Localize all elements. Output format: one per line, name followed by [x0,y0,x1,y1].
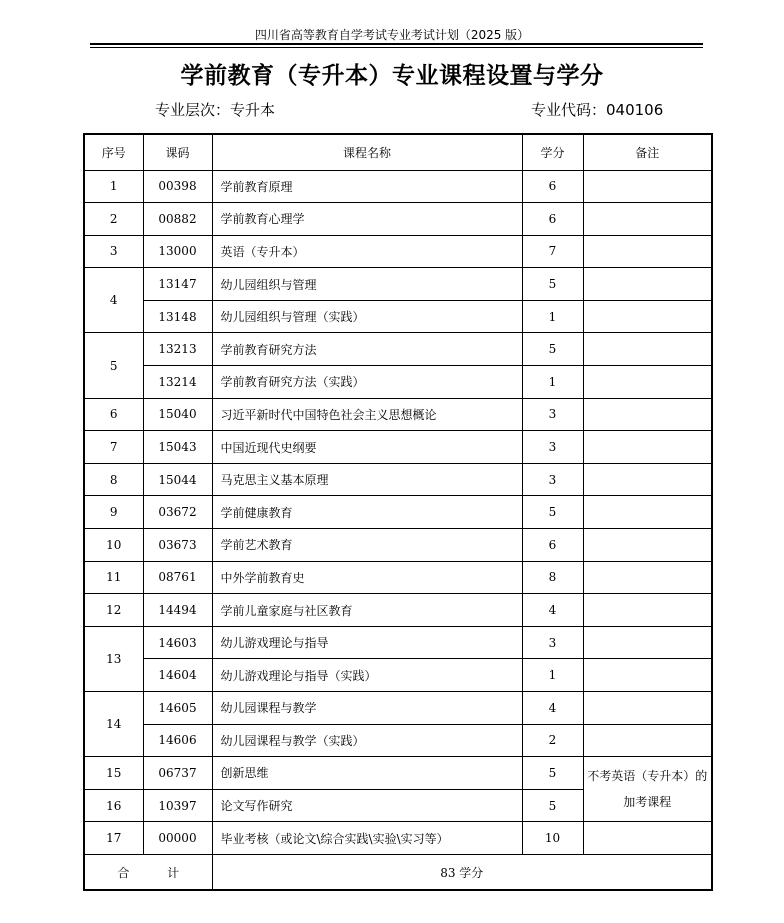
course-name: 马克思主义基本原理 [212,463,522,496]
course-credit: 6 [522,529,583,562]
table-row [84,496,712,529]
course-credit: 5 [522,789,583,822]
table-row [84,529,712,562]
remark-cell [583,724,712,757]
course-credit: 10 [522,822,583,855]
header-credit: 学分 [522,134,583,170]
course-code: 14603 [143,626,212,659]
table-row [84,398,712,431]
table-row [84,757,712,790]
table-row [84,333,712,366]
course-name: 幼儿园课程与教学 [212,692,522,725]
course-table [83,133,713,891]
remark-cell [583,431,712,464]
course-name: 毕业考核（或论文\综合实践\实验\实习等） [212,822,522,855]
course-code: 13148 [143,300,212,333]
total-credits: 83 学分 [212,854,712,890]
row-no: 1 [84,170,143,203]
course-name: 创新思维 [212,757,522,790]
course-credit: 1 [522,366,583,399]
course-name: 幼儿游戏理论与指导 [212,626,522,659]
course-code: 03672 [143,496,212,529]
table-row [84,692,712,725]
row-no: 11 [84,561,143,594]
table-row [84,235,712,268]
course-code: 13000 [143,235,212,268]
remark-cell [583,300,712,333]
remark-cell [583,822,712,855]
header-remark: 备注 [583,134,712,170]
course-credit: 7 [522,235,583,268]
table-row [84,594,712,627]
remark-cell [583,561,712,594]
course-name: 论文写作研究 [212,789,522,822]
course-credit: 3 [522,431,583,464]
remark-cell [583,235,712,268]
header-course-name: 课程名称 [212,134,522,170]
total-label-he: 合 [117,865,130,880]
remark-extra-courses: 不考英语（专升本）的加考课程 [583,757,712,822]
header-rule-thick [90,43,703,45]
table-row [84,431,712,464]
course-code: 10397 [143,789,212,822]
course-credit: 5 [522,333,583,366]
major-level: 专业层次：专升本 [155,101,276,119]
header-no: 序号 [84,134,143,170]
remark-cell [583,268,712,301]
remark-cell [583,692,712,725]
course-code: 13213 [143,333,212,366]
remark-cell [583,594,712,627]
course-credit: 5 [522,757,583,790]
row-no: 7 [84,431,143,464]
remark-cell [583,496,712,529]
remark-cell [583,170,712,203]
course-credit: 6 [522,203,583,236]
row-no: 16 [84,789,143,822]
course-code: 06737 [143,757,212,790]
table-row [84,463,712,496]
row-no: 12 [84,594,143,627]
course-code: 03673 [143,529,212,562]
major-code: 专业代码：040106 [531,101,664,119]
row-no: 14 [84,692,143,757]
total-label-ji: 计 [167,865,180,880]
row-no: 13 [84,626,143,691]
course-name: 学前儿童家庭与社区教育 [212,594,522,627]
table-row [84,366,712,399]
course-name: 幼儿游戏理论与指导（实践） [212,659,522,692]
course-credit: 1 [522,659,583,692]
row-no: 15 [84,757,143,790]
course-name: 幼儿园课程与教学（实践） [212,724,522,757]
course-code: 08761 [143,561,212,594]
course-code: 00000 [143,822,212,855]
header-rule-thin [90,47,703,48]
table-row [84,626,712,659]
course-credit: 3 [522,463,583,496]
course-code: 13147 [143,268,212,301]
remark-cell [583,333,712,366]
course-credit: 5 [522,496,583,529]
course-name: 中外学前教育史 [212,561,522,594]
course-code: 14604 [143,659,212,692]
table-header-row [84,134,712,170]
course-code: 14605 [143,692,212,725]
table-row [84,659,712,692]
running-header: 四川省高等教育自学考试专业考试计划（2025 版） [254,28,530,42]
course-name: 习近平新时代中国特色社会主义思想概论 [212,398,522,431]
page-title: 学前教育（专升本）专业课程设置与学分 [180,63,604,89]
course-name: 学前艺术教育 [212,529,522,562]
remark-cell [583,626,712,659]
course-code: 00882 [143,203,212,236]
table-row [84,300,712,333]
course-credit: 4 [522,692,583,725]
course-code: 15043 [143,431,212,464]
total-label [84,854,212,890]
table-row [84,203,712,236]
remark-cell [583,366,712,399]
course-name: 幼儿园组织与管理 [212,268,522,301]
table-row [84,170,712,203]
course-credit: 5 [522,268,583,301]
course-name: 英语（专升本） [212,235,522,268]
course-credit: 6 [522,170,583,203]
course-name: 中国近现代史纲要 [212,431,522,464]
row-no: 8 [84,463,143,496]
row-no: 9 [84,496,143,529]
course-name: 幼儿园组织与管理（实践） [212,300,522,333]
course-code: 00398 [143,170,212,203]
table-row [84,822,712,855]
remark-cell [583,529,712,562]
course-credit: 3 [522,626,583,659]
course-credit: 4 [522,594,583,627]
remark-cell [583,398,712,431]
course-credit: 3 [522,398,583,431]
course-code: 15040 [143,398,212,431]
course-credit: 1 [522,300,583,333]
course-credit: 8 [522,561,583,594]
course-name: 学前健康教育 [212,496,522,529]
table-row [84,268,712,301]
table-row [84,561,712,594]
total-row [84,854,712,890]
course-name: 学前教育原理 [212,170,522,203]
header-code: 课码 [143,134,212,170]
table-row [84,724,712,757]
row-no: 3 [84,235,143,268]
course-name: 学前教育研究方法 [212,333,522,366]
row-no: 2 [84,203,143,236]
course-code: 14606 [143,724,212,757]
row-no: 4 [84,268,143,333]
course-code: 15044 [143,463,212,496]
course-credit: 2 [522,724,583,757]
row-no: 17 [84,822,143,855]
row-no: 6 [84,398,143,431]
course-code: 14494 [143,594,212,627]
remark-cell [583,659,712,692]
remark-cell [583,463,712,496]
course-name: 学前教育研究方法（实践） [212,366,522,399]
row-no: 10 [84,529,143,562]
course-code: 13214 [143,366,212,399]
remark-cell [583,203,712,236]
course-name: 学前教育心理学 [212,203,522,236]
row-no: 5 [84,333,143,398]
